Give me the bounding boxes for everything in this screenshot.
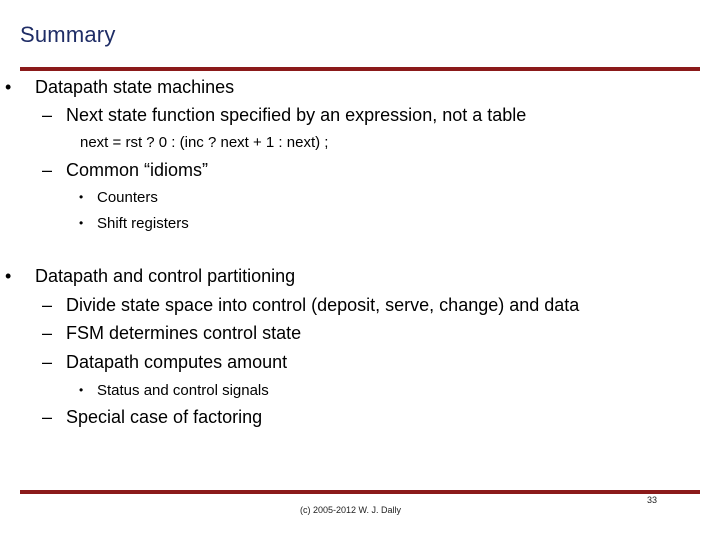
dash-marker: – [42, 160, 53, 180]
bullet-text: Datapath state machines [35, 77, 235, 97]
subbullet-divide-state-space [42, 295, 580, 316]
footer-divider [20, 490, 700, 494]
subsubbullet-text: Shift registers [97, 215, 189, 232]
bullet-text: Datapath and control partitioning [35, 266, 296, 286]
bullet-marker: • [5, 77, 12, 97]
bullet-datapath-state-machines [5, 77, 235, 98]
dot-marker: • [79, 190, 84, 204]
subbullet-text: Common “idioms” [66, 160, 209, 180]
subbullet-datapath-computes [42, 352, 288, 373]
subbullet-special-case-factoring [42, 407, 263, 428]
subsubbullet-shift-registers [79, 215, 189, 232]
bullet-datapath-control-partitioning [5, 266, 296, 287]
dash-marker: – [42, 295, 53, 315]
subbullet-text: Next state function specified by an expression, not a table [66, 105, 527, 125]
subbullet-text: Datapath computes amount [66, 352, 288, 372]
page-number: 33 [647, 495, 658, 505]
subbullet-next-state-function [42, 105, 527, 126]
dash-marker: – [42, 352, 53, 372]
subsubbullet-status-control-signals [79, 382, 269, 399]
dash-marker: – [42, 105, 53, 125]
footer-copyright: (c) 2005-2012 W. J. Dally [300, 505, 402, 515]
dot-marker: • [79, 216, 84, 230]
code-expression: next = rst ? 0 : (inc ? next + 1 : next) ; [80, 134, 329, 151]
dash-marker: – [42, 407, 53, 427]
dot-marker: • [79, 383, 84, 397]
subsubbullet-text: Status and control signals [97, 382, 269, 399]
subbullet-text: Special case of factoring [66, 407, 263, 427]
slide-title: Summary [20, 22, 116, 47]
subbullet-text: Divide state space into control (deposit, serve, change) and data [66, 295, 580, 315]
dash-marker: – [42, 323, 53, 343]
subbullet-common-idioms [42, 160, 209, 181]
subbullet-text: FSM determines control state [66, 323, 302, 343]
bullet-marker: • [5, 266, 12, 286]
subsubbullet-counters [79, 189, 158, 206]
subbullet-fsm-control-state [42, 323, 302, 344]
subsubbullet-text: Counters [97, 189, 158, 206]
